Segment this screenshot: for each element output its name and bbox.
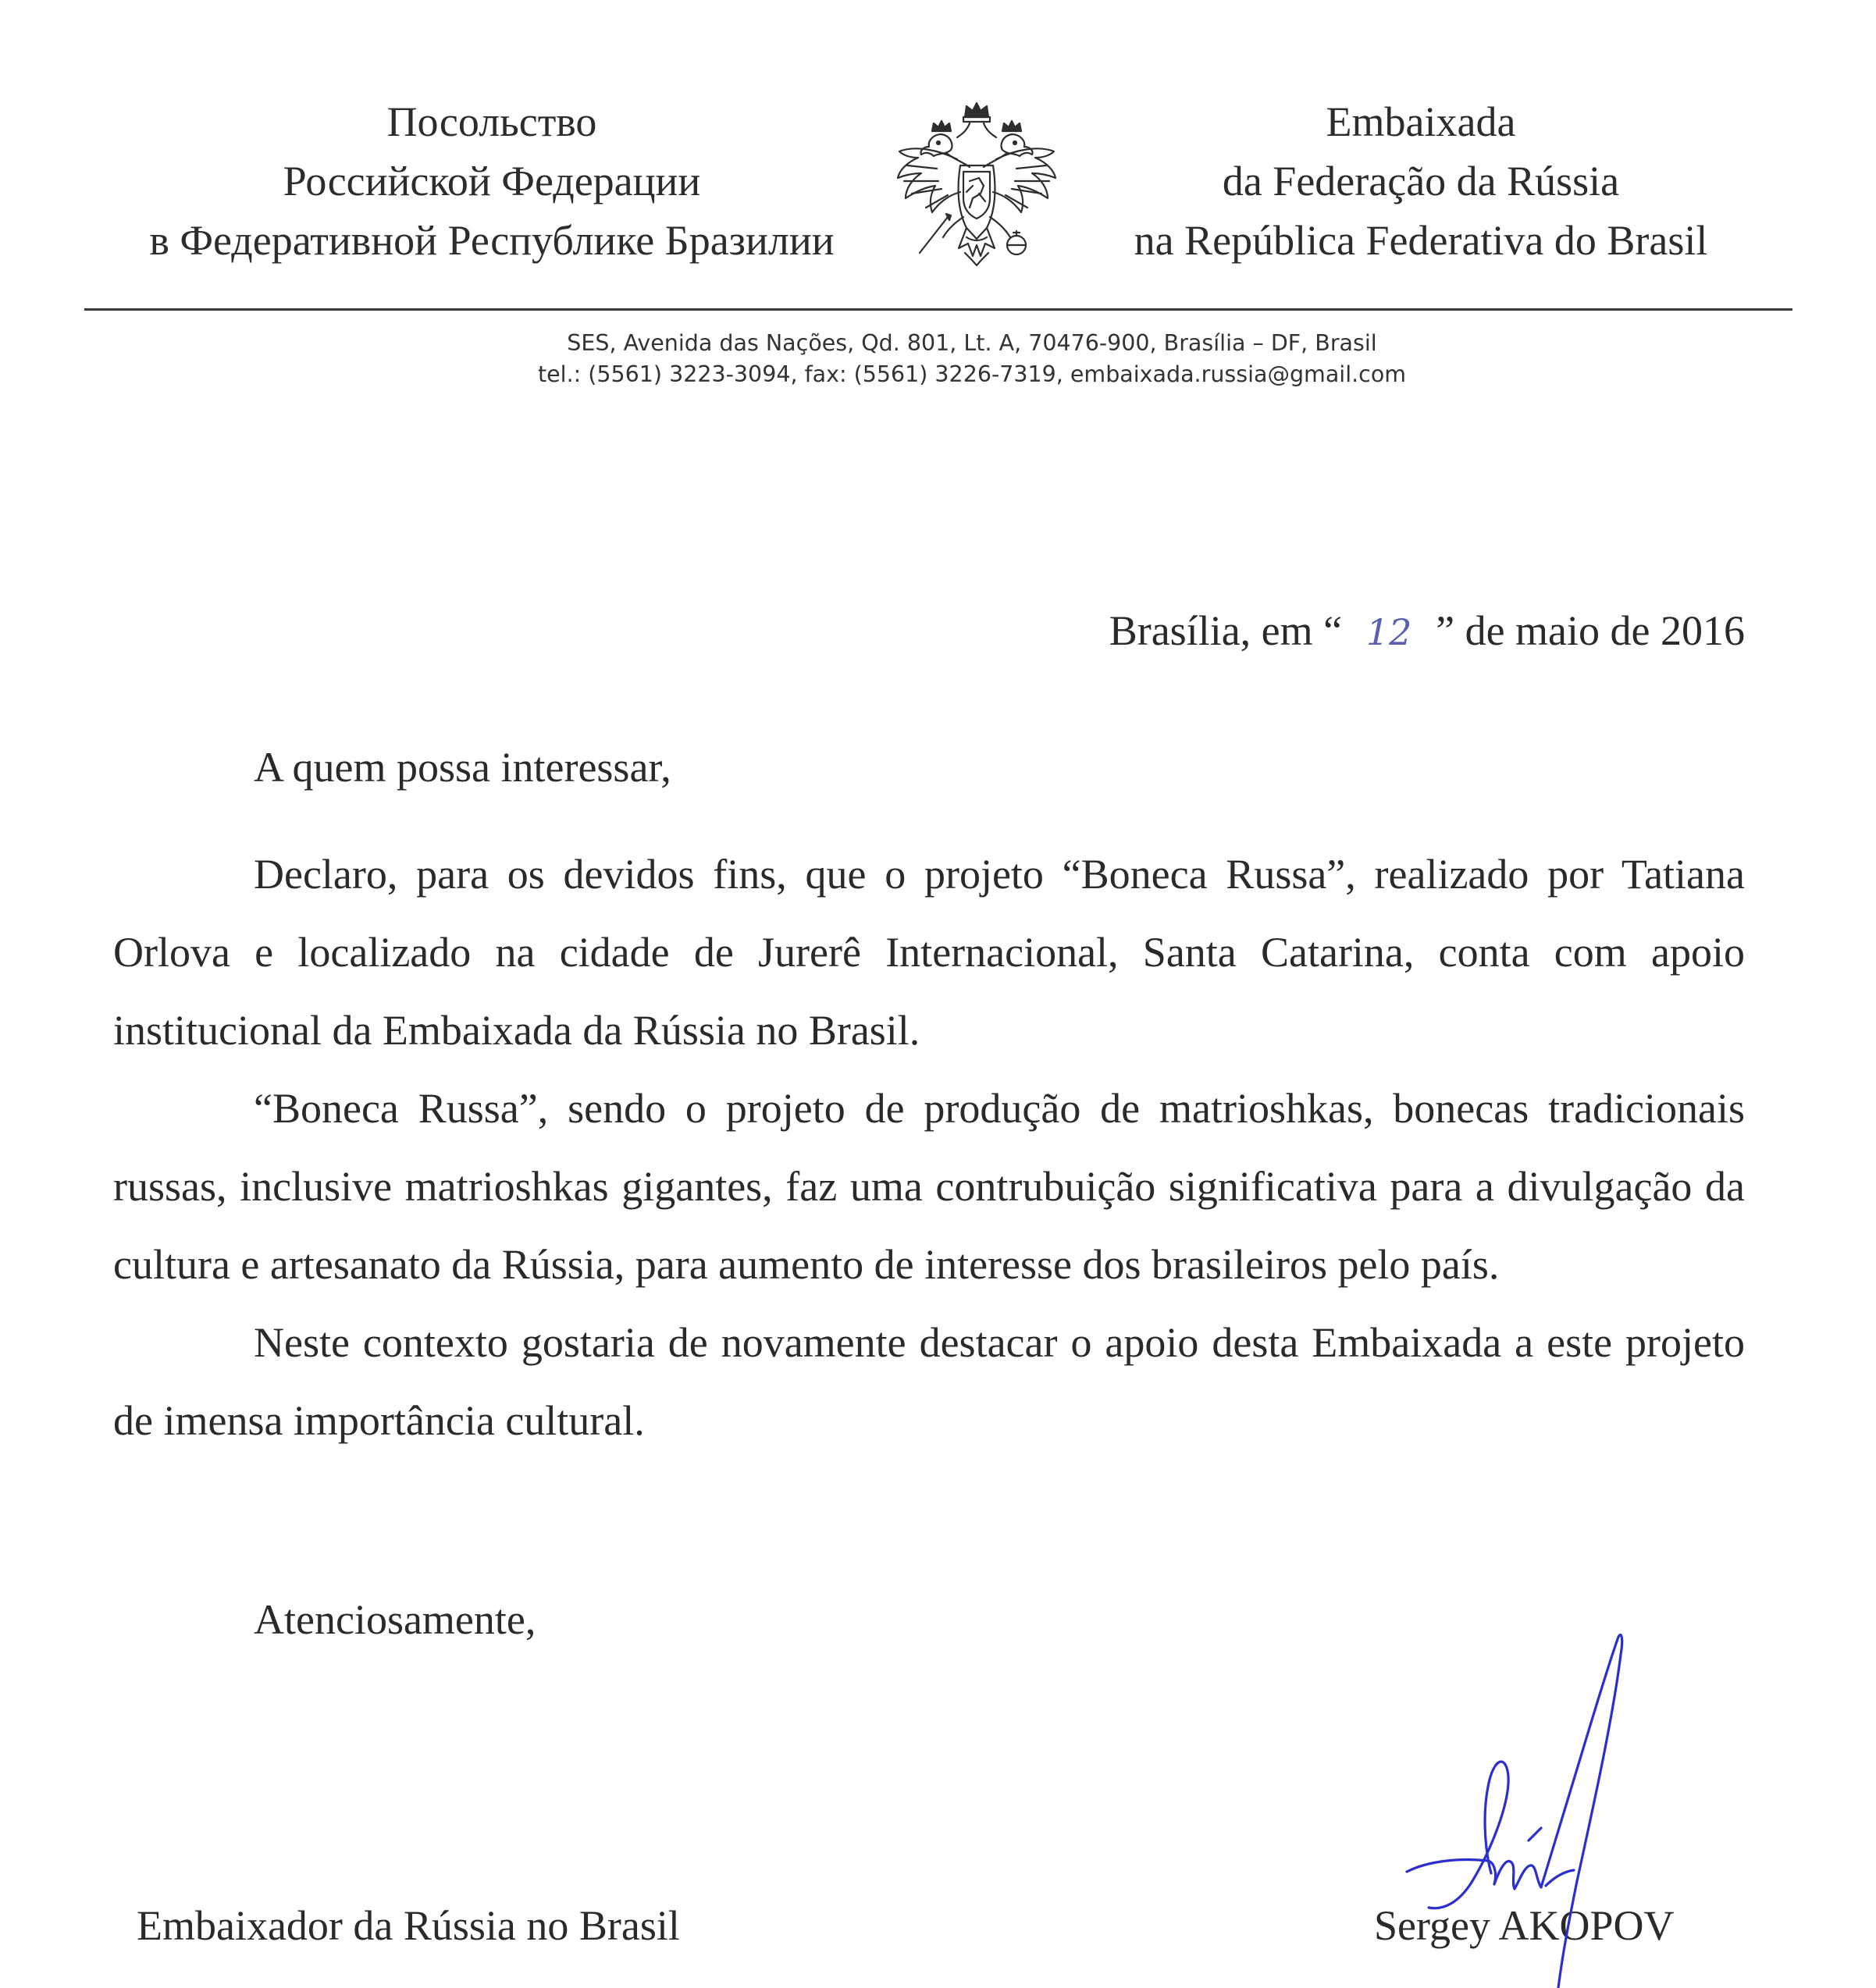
letterhead-russian xyxy=(101,92,882,270)
letterhead-pt-line-1: Embaixada xyxy=(1326,98,1516,145)
date-prefix: Brasília, em “ xyxy=(1109,607,1343,654)
letterhead-ru-line-3: в Федеративной Республике Бразилии xyxy=(149,217,835,264)
closing: Atenciosamente, xyxy=(254,1596,536,1643)
address-line-2: tel.: (5561) 3223-3094, fax: (5561) 3226-7319, embaixada.russia@gmail.com xyxy=(537,361,1407,387)
body-paragraph-1: Declaro, para os devidos fins, que o projeto “Boneca Russa”, realizado por Tatiana Orlova e localizado na cidade de Jurerê Internacional, Santa Catarina, conta com apoio institucional da Embaixada da Rússia no Brasil. xyxy=(113,851,1745,1054)
letter-date xyxy=(1109,603,1745,660)
handwritten-signature-icon xyxy=(1397,1623,1725,1988)
signer-name: Sergey AKOPOV xyxy=(1374,1902,1675,1949)
letterhead-pt-line-3: na República Federativa do Brasil xyxy=(1134,217,1708,264)
letterhead-portuguese xyxy=(1085,92,1757,270)
letterhead-ru-line-2: Российской Федерации xyxy=(283,158,701,204)
embassy-address xyxy=(468,328,1476,390)
date-suffix: ” de maio de 2016 xyxy=(1436,607,1745,654)
salutation: A quem possa interessar, xyxy=(254,744,671,791)
address-line-1: SES, Avenida das Nações, Qd. 801, Lt. A, 70476-900, Brasília – DF, Brasil xyxy=(567,330,1377,356)
body-paragraph-3: Neste contexto gostaria de novamente destacar o apoio desta Embaixada a este projeto de imensa importância cultural. xyxy=(113,1319,1745,1444)
letterhead-ru-line-1: Посольство xyxy=(386,98,597,145)
body-paragraph-2: “Boneca Russa”, sendo o projeto de produção de matrioshkas, bonecas tradicionais russas, inclusive matrioshkas gigantes, faz uma contrubuição significativa para a divulgação da cultura e artesanato da Rússia, para aumento de interesse dos brasileiros pelo país. xyxy=(113,1085,1745,1288)
signer-title: Embaixador da Rússia no Brasil xyxy=(137,1902,680,1949)
date-day-handwritten: 12 xyxy=(1365,611,1412,653)
letter-body xyxy=(113,835,1745,1460)
double-headed-eagle-coat-of-arms-icon xyxy=(892,100,1062,273)
letterhead-divider xyxy=(84,308,1792,311)
letterhead-pt-line-2: da Federação da Rússia xyxy=(1222,158,1620,204)
